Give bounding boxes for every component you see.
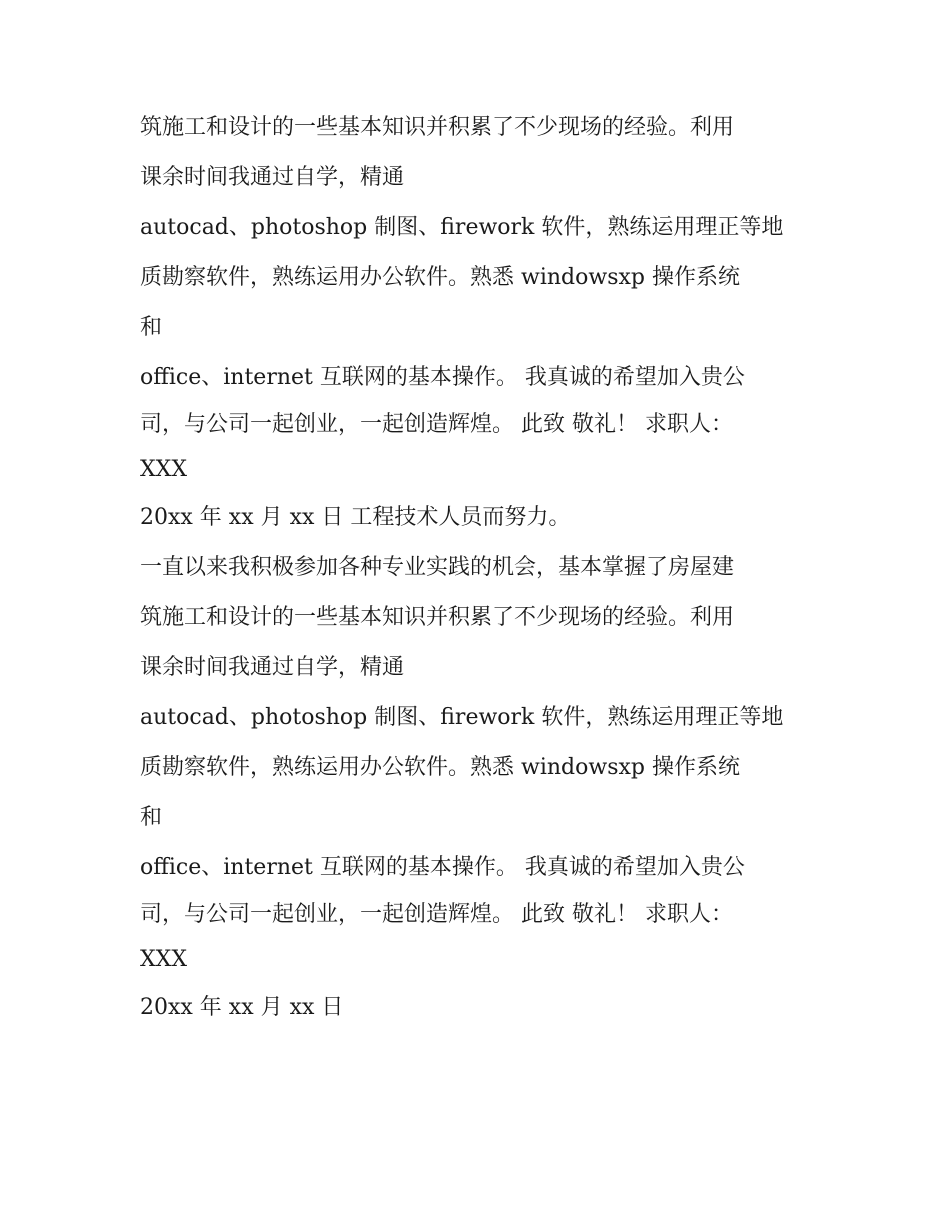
- text-line: 筑施工和设计的一些基本知识并积累了不少现场的经验。利用: [140, 115, 735, 140]
- text-line: 司，与公司一起创业，一起创造辉煌。 此致 敬礼！ 求职人：: [140, 902, 733, 927]
- text-line: 司，与公司一起创业，一起创造辉煌。 此致 敬礼！ 求职人：: [140, 412, 733, 437]
- signature-name: XXX: [140, 947, 187, 972]
- date-line: 20xx 年 xx 月 xx 日 工程技术人员而努力。: [140, 505, 571, 530]
- text-line: office、internet 互联网的基本操作。 我真诚的希望加入贵公: [140, 855, 745, 880]
- text-line: 课余时间我通过自学，精通: [140, 655, 405, 680]
- text-line: 筑施工和设计的一些基本知识并积累了不少现场的经验。利用: [140, 605, 735, 630]
- text-line: office、internet 互联网的基本操作。 我真诚的希望加入贵公: [140, 365, 745, 390]
- text-line: autocad、photoshop 制图、firework 软件，熟练运用理正等地: [140, 215, 784, 240]
- document-body: [140, 103, 830, 1033]
- text-line: 一直以来我积极参加各种专业实践的机会，基本掌握了房屋建: [140, 555, 735, 580]
- date-line: 20xx 年 xx 月 xx 日: [140, 995, 344, 1020]
- signature-name: XXX: [140, 457, 187, 482]
- text-line: 和: [140, 315, 163, 340]
- text-line: 课余时间我通过自学，精通: [140, 165, 405, 190]
- text-line: 质勘察软件，熟练运用办公软件。熟悉 windowsxp 操作系统: [140, 265, 740, 290]
- text-line: 质勘察软件，熟练运用办公软件。熟悉 windowsxp 操作系统: [140, 755, 740, 780]
- text-line: 和: [140, 805, 163, 830]
- text-line: autocad、photoshop 制图、firework 软件，熟练运用理正等地: [140, 705, 784, 730]
